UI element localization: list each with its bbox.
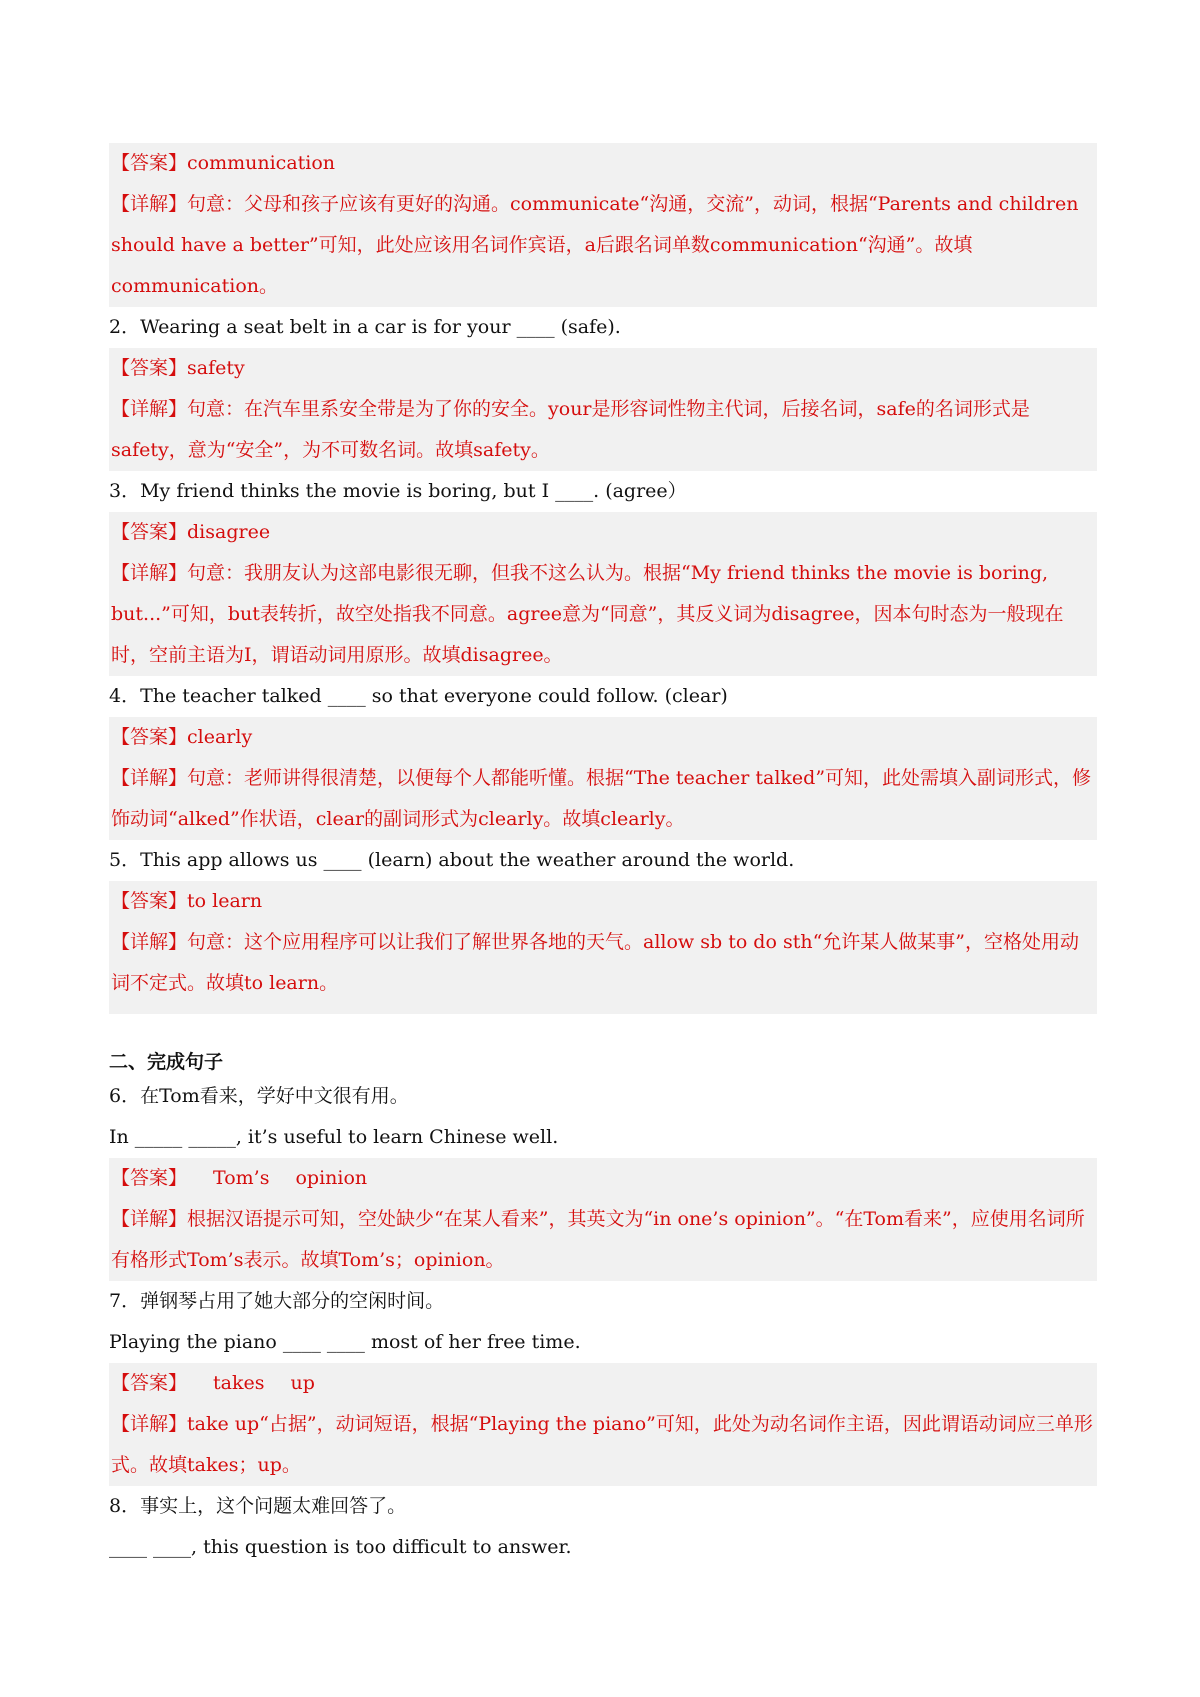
answer-line <box>111 348 1095 389</box>
answer-box-2 <box>109 348 1097 471</box>
question-8-cn: 8．事实上，这个问题太难回答了。 <box>109 1495 407 1517</box>
answer-line <box>111 143 1095 184</box>
answer-part-2: opinion <box>295 1167 368 1189</box>
answer-part-1: Tom’s <box>213 1167 270 1189</box>
answer-box-5 <box>109 881 1097 1014</box>
answer-tag: 【答案】 <box>111 357 188 379</box>
detail-text: 根据汉语提示可知，空处缺少“在某人看来”，其英文为“in one’s opinion”。“在Tom看来”，应使用名词所有格形式Tom’s表示。故填Tom’s；opinion。 <box>111 1208 1085 1271</box>
answer-tag: 【答案】 <box>111 152 188 174</box>
answer-box-6 <box>109 1158 1097 1281</box>
document-page <box>109 143 1097 1568</box>
detail-tag: 【详解】 <box>111 767 188 789</box>
detail-text: 句意：我朋友认为这部电影很无聊，但我不这么认为。根据“My friend thinks the movie is boring, but...”可知，but表转折，故空处指我不同意。agree意为“同意”，其反义词为disagree，因本句时态为一般现在时，空前主语为I，谓语动词用原形。故填disagree。 <box>111 562 1064 666</box>
detail-line <box>111 553 1095 676</box>
answer-box-1 <box>109 143 1097 307</box>
detail-line <box>111 758 1095 840</box>
answer-line <box>111 1158 1095 1199</box>
detail-tag: 【详解】 <box>111 193 188 215</box>
answer-tag: 【答案】 <box>111 521 188 543</box>
detail-line <box>111 922 1095 1004</box>
answer-tag: 【答案】 <box>111 890 188 912</box>
detail-text: 句意：老师讲得很清楚，以便每个人都能听懂。根据“The teacher talked”可知，此处需填入副词形式，修饰动词“alked”作状语，clear的副词形式为clearly。故填clearly。 <box>111 767 1092 830</box>
detail-text: 句意：父母和孩子应该有更好的沟通。communicate“沟通，交流”，动词，根据“Parents and children should have a better”可知，此处应该用名词作宾语，a后跟名词单数communication“沟通”。故填communication。 <box>111 193 1079 297</box>
answer-text: disagree <box>187 521 271 543</box>
question-6-cn: 6．在Tom看来，学好中文很有用。 <box>109 1085 409 1107</box>
detail-tag: 【详解】 <box>111 562 188 584</box>
answer-box-3 <box>109 512 1097 676</box>
question-7-en: Playing the piano ____ ____ most of her free time. <box>109 1331 581 1353</box>
question-3: 3．My friend thinks the movie is boring, but I ____. (agree） <box>109 480 687 502</box>
answer-part-2: up <box>290 1372 315 1394</box>
question-2: 2．Wearing a seat belt in a car is for your ____ (safe). <box>109 316 621 338</box>
answer-tag: 【答案】 <box>111 1167 188 1189</box>
answer-part-1: takes <box>213 1372 265 1394</box>
detail-text: 句意：这个应用程序可以让我们了解世界各地的天气。allow sb to do sth“允许某人做某事”，空格处用动词不定式。故填to learn。 <box>111 931 1079 994</box>
question-5: 5．This app allows us ____ (learn) about the weather around the world. <box>109 849 795 871</box>
question-7-cn: 7．弹钢琴占用了她大部分的空闲时间。 <box>109 1290 445 1312</box>
detail-text: take up“占据”，动词短语，根据“Playing the piano”可知，此处为动名词作主语，因此谓语动词应三单形式。故填takes；up。 <box>111 1413 1093 1476</box>
answer-line <box>111 512 1095 553</box>
detail-line <box>111 1404 1095 1486</box>
question-4: 4．The teacher talked ____ so that everyone could follow. (clear) <box>109 685 728 707</box>
answer-text: safety <box>187 357 245 379</box>
answer-line <box>111 881 1095 922</box>
detail-line <box>111 1199 1095 1281</box>
answer-line <box>111 717 1095 758</box>
detail-tag: 【详解】 <box>111 398 188 420</box>
question-8-en: ____ ____, this question is too difficult to answer. <box>109 1536 572 1558</box>
answer-text: communication <box>187 152 336 174</box>
detail-line <box>111 389 1095 471</box>
answer-tag: 【答案】 <box>111 1372 188 1394</box>
answer-text: to learn <box>187 890 263 912</box>
answer-tag: 【答案】 <box>111 726 188 748</box>
detail-tag: 【详解】 <box>111 931 188 953</box>
detail-text: 句意：在汽车里系安全带是为了你的安全。your是形容词性物主代词，后接名词，safe的名词形式是safety，意为“安全”，为不可数名词。故填safety。 <box>111 398 1030 461</box>
answer-box-7 <box>109 1363 1097 1486</box>
detail-line <box>111 184 1095 307</box>
detail-tag: 【详解】 <box>111 1208 188 1230</box>
section-title: 二、完成句子 <box>109 1051 224 1073</box>
detail-tag: 【详解】 <box>111 1413 188 1435</box>
question-6-en: In _____ _____, it’s useful to learn Chinese well. <box>109 1126 559 1148</box>
answer-box-4 <box>109 717 1097 840</box>
answer-text: clearly <box>187 726 253 748</box>
answer-line <box>111 1363 1095 1404</box>
